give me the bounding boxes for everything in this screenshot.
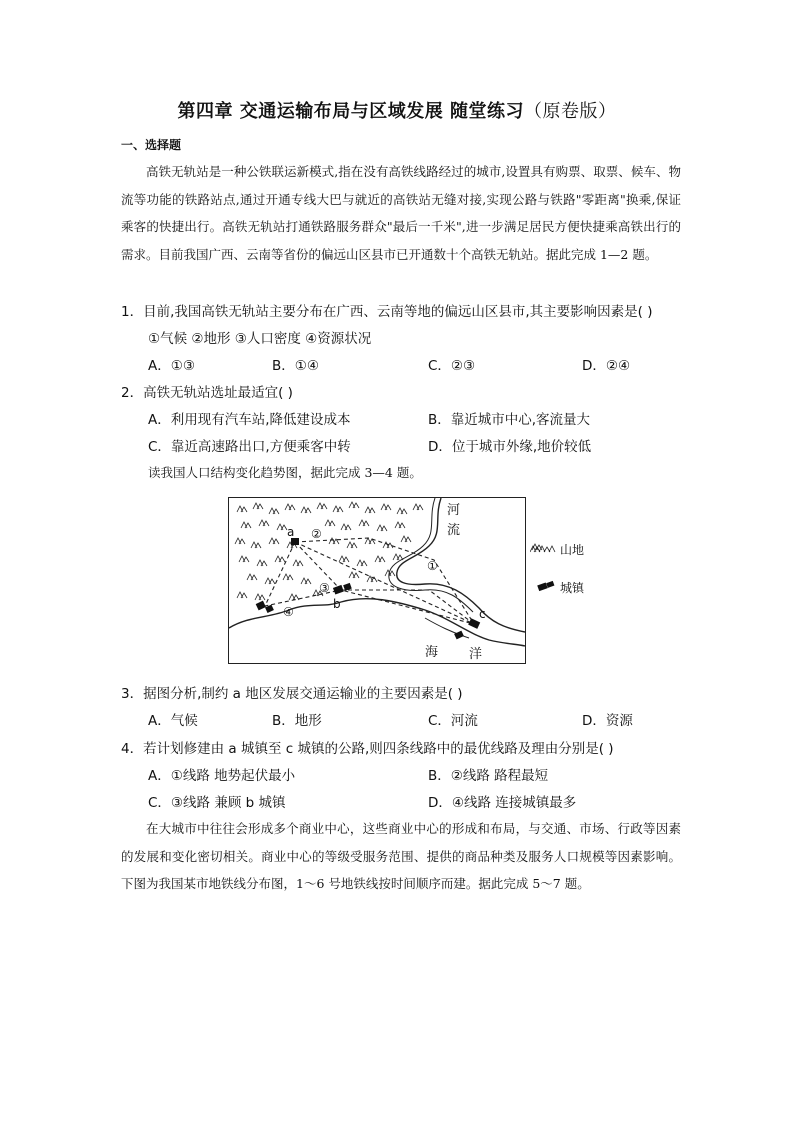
question-3-stem: 3．据图分析,制约 a 地区发展交通运输业的主要因素是( ) <box>121 686 463 702</box>
question-4-stem: 4．若计划修建由 a 城镇至 c 城镇的公路,则四条线路中的最优线路及理由分别是( ) <box>121 741 614 757</box>
sea-label-1: 海 <box>425 645 439 660</box>
question-3-option-a: A．气候 <box>148 713 198 729</box>
route-3-label: ③ <box>319 581 330 595</box>
question-1-option-d: D．②④ <box>582 358 631 374</box>
river-label-2: 流 <box>447 523 461 538</box>
title-suffix: （原卷版） <box>524 101 617 122</box>
question-3-option-c: C．河流 <box>428 713 478 729</box>
question-2-option-b: B．靠近城市中心,客流量大 <box>428 412 591 428</box>
town-a-label: a <box>287 525 295 539</box>
question-1-option-b: B．①④ <box>272 358 319 374</box>
question-1-option-a: A．①③ <box>148 358 195 374</box>
map-intro: 读我国人口结构变化趋势图，据此完成 3—4 题。 <box>148 465 422 480</box>
legend-mountain-label: 山地 <box>560 543 585 557</box>
question-1-stem: 1．目前,我国高铁无轨站主要分布在广西、云南等地的偏远山区县市,其主要影响因素是( ) <box>121 304 653 320</box>
legend-town-icon <box>537 581 554 591</box>
coastline <box>229 599 525 646</box>
town-a-marker <box>291 538 299 545</box>
question-4-option-a: A．①线路 地势起伏最小 <box>148 768 296 784</box>
map-svg <box>229 498 525 663</box>
passage-commercial-center: 在大城市中往往会形成多个商业中心，这些商业中心的形成和布局，与交通、市场、行政等因素的发展和变化密切相关。商业中心的等级受服务范围、提供的商品种类及服务人口规模等因素影响。下图为我国某市地铁线分布图，1～6 号地铁线按时间顺序而建。据此完成 5～7 题。 <box>121 821 681 891</box>
river-line <box>397 498 525 632</box>
town-b-marker <box>333 585 344 595</box>
question-2-option-d: D．位于城市外缘,地价较低 <box>428 439 592 455</box>
map-legend <box>530 540 620 610</box>
river-label-1: 河 <box>447 503 461 518</box>
question-2-option-c: C．靠近高速路出口,方便乘客中转 <box>148 439 351 455</box>
question-1-option-c: C．②③ <box>428 358 476 374</box>
legend-town-label: 城镇 <box>560 581 585 595</box>
passage-high-speed-rail: 高铁无轨站是一种公铁联运新模式,指在没有高铁线路经过的城市,设置具有购票、取票、候车、物流等功能的铁路站点,通过开通专线大巴与就近的高铁站无缝对接,实现公路与铁路"零距离"换乘,保证乘客的快捷出行。高铁无轨站打通铁路服务群众"最后一千米",进一步满足居民方便快捷乘高铁出行的需求。目前我国广西、云南等省份的偏远山区县市已开通数十个高铁无轨站。据此完成 1—2 题。 <box>121 164 681 262</box>
question-2-option-a: A．利用现有汽车站,降低建设成本 <box>148 412 351 428</box>
legend-mountain-icon <box>530 544 555 552</box>
question-3-option-d: D．资源 <box>582 713 633 729</box>
page-title <box>0 97 794 123</box>
transport-map <box>228 497 526 664</box>
question-4-option-c: C．③线路 兼顾 b 城镇 <box>148 795 286 811</box>
town-left-marker <box>256 601 266 611</box>
route-2-label: ② <box>311 527 322 541</box>
route-1-label: ① <box>427 559 438 573</box>
question-1-items: ①气候 ②地形 ③人口密度 ④资源状况 <box>148 331 372 347</box>
title-main: 第四章 交通运输布局与区域发展 随堂练习 <box>177 101 525 122</box>
question-4-option-d: D．④线路 连接城镇最多 <box>428 795 577 811</box>
route-4-label: ④ <box>283 605 294 619</box>
route-lines <box>265 538 474 624</box>
town-markers <box>256 538 481 639</box>
question-4-option-b: B．②线路 路程最短 <box>428 768 549 784</box>
sea-label-2: 洋 <box>469 647 483 662</box>
question-3-option-b: B．地形 <box>272 713 322 729</box>
town-c-label: c <box>479 607 486 621</box>
section-heading: 一、选择题 <box>121 138 182 152</box>
question-2-stem: 2．高铁无轨站选址最适宜( ) <box>121 385 293 401</box>
town-b-label: b <box>333 597 341 611</box>
